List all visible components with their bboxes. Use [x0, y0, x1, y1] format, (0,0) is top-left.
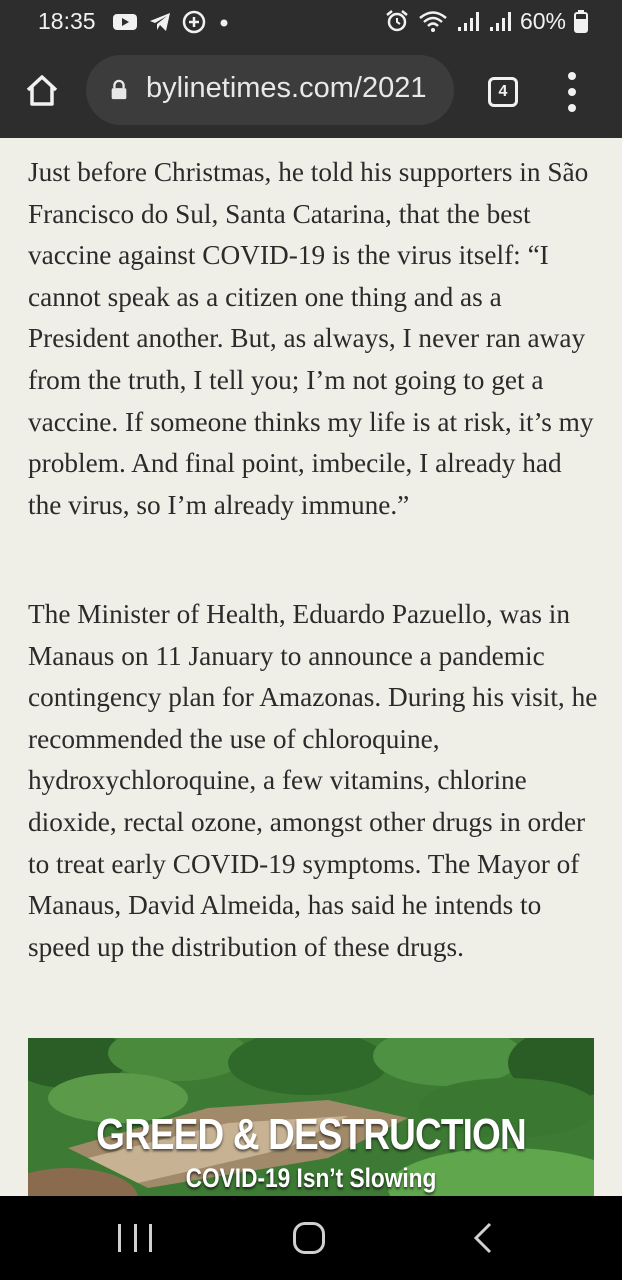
- browser-toolbar: [0, 44, 622, 138]
- youtube-icon: [112, 12, 138, 32]
- article-paragraph: Just before Christmas, he told his supporters in São Francisco do Sul, Santa Catarina, that the best vaccine against COVID-19 is the virus itself: “I cannot speak as a citizen one thing and as a President another. But, as always, I never ran away from the truth, I tell you; I’m not going to get a vaccine. If someone thinks my life is at risk, it’s my problem. And final point, imbecile, I already had the virus, so I’m already immune.”: [28, 157, 594, 520]
- tab-switcher-button[interactable]: [488, 77, 518, 107]
- home-button[interactable]: [22, 70, 62, 110]
- article-content[interactable]: [0, 138, 622, 1196]
- battery-icon: [574, 9, 588, 33]
- article-paragraph: The Minister of Health, Eduardo Pazuello, was in Manaus on 11 January to announce a pandemic contingency plan for Amazonas. During his visit, he recommended the use of chloroquine, hydroxychloroquine, a few vitamins, chlorine dioxide, rectal ozone, amongst other drugs in order to treat early COVID-19 symptoms. The Mayor of Manaus, David Almeida, has said he intends to speed up the distribution of these drugs.: [28, 599, 598, 962]
- status-bar: [0, 0, 622, 44]
- url-text[interactable]: bylinetimes.com/2021: [146, 72, 427, 104]
- address-bar[interactable]: [86, 55, 454, 125]
- home-icon: [24, 73, 60, 107]
- notification-icons: [112, 10, 232, 34]
- signal-icon: [488, 9, 512, 33]
- telegram-icon: [148, 11, 172, 33]
- banner-subtitle: COVID-19 Isn’t Slowing: [185, 1163, 437, 1193]
- dot-icon: [216, 14, 232, 30]
- status-time: 18:35: [38, 8, 96, 34]
- menu-dot: [568, 72, 576, 80]
- lock-icon: [108, 79, 130, 101]
- recents-button[interactable]: [118, 1224, 152, 1252]
- add-circle-icon: [182, 10, 206, 34]
- signal-icon: [456, 9, 480, 33]
- related-article-banner[interactable]: [28, 1038, 594, 1196]
- system-icons: [384, 6, 588, 36]
- tab-count: 4: [498, 83, 508, 100]
- wifi-icon: [418, 9, 448, 33]
- nav-home-button[interactable]: [293, 1222, 325, 1254]
- battery-percentage: 60%: [519, 7, 566, 34]
- menu-dot: [568, 104, 576, 112]
- alarm-icon: [384, 8, 410, 34]
- system-navigation-bar: [0, 1196, 622, 1280]
- menu-dot: [568, 88, 576, 96]
- browser-menu-button[interactable]: [560, 72, 584, 112]
- banner-title: GREED & DESTRUCTION: [96, 1110, 526, 1159]
- back-button[interactable]: [468, 1220, 498, 1256]
